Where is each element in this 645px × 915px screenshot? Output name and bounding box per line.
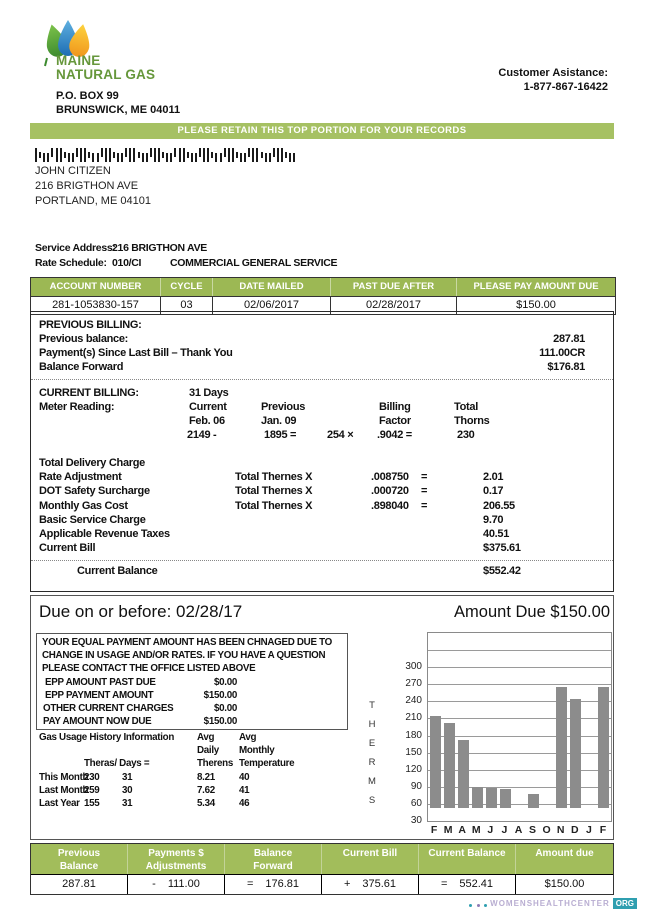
epp-row-label: EPP AMOUNT PAST DUE <box>45 677 156 688</box>
avg-daily-header1: Avg <box>197 732 215 743</box>
meter-current-value: 2149 - <box>187 429 217 441</box>
chart-bar <box>556 687 567 808</box>
usage-period: Last Year <box>39 798 80 809</box>
chart-ylabel-letter: S <box>368 795 376 806</box>
meter-previous-header: Previous <box>261 401 306 413</box>
chart-gridline <box>428 701 611 702</box>
past-due-value: 02/28/2017 <box>331 297 457 314</box>
chart-plot <box>427 632 612 822</box>
company-city: BRUNSWICK, ME 04011 <box>56 104 181 116</box>
theras-days-header: Theras/ Days = <box>84 758 150 769</box>
charge-label: Current Bill <box>39 542 96 554</box>
usage-history-table <box>36 731 346 831</box>
chart-bar <box>458 740 469 808</box>
usage-theras: 259 <box>84 785 100 796</box>
rate-class: COMMERCIAL GENERAL SERVICE <box>170 257 338 269</box>
total-thorns-value: 230 <box>457 429 475 441</box>
payments-amount: 111.00CR <box>539 347 585 359</box>
chart-gridline <box>428 684 611 685</box>
previous-billing-title: PREVIOUS BILLING: <box>39 319 142 331</box>
chart-bar <box>472 787 483 809</box>
charge-label: DOT Safety Surcharge <box>39 485 150 497</box>
charge-unit: Total Thernes X <box>235 471 313 483</box>
chart-ytick: 270 <box>405 678 422 690</box>
chart-ylabel-letter: M <box>368 776 376 787</box>
meter-current-date: Feb. 06 <box>189 415 225 427</box>
date-mailed-header: DATE MAILED <box>213 278 331 296</box>
usage-period: This Month <box>39 772 89 783</box>
epp-message-line2: CHANGE IN USAGE AND/OR RATES. IF YOU HAVE A QUESTION <box>42 650 326 661</box>
chart-xtick: F <box>599 824 607 836</box>
meter-reading-label: Meter Reading: <box>39 401 115 413</box>
charge-amount: $375.61 <box>483 542 521 554</box>
balance-forward-row <box>39 360 605 374</box>
usage-avg-daily: 8.21 <box>197 772 215 783</box>
usage-period: Last Month <box>39 785 89 796</box>
chart-ytick: 180 <box>405 729 422 741</box>
charge-amount: 0.17 <box>483 485 504 497</box>
usage-avg-daily: 5.34 <box>197 798 215 809</box>
chart-gridline <box>428 650 611 651</box>
chart-xlabels <box>427 824 612 838</box>
balance-forward-label: Balance Forward <box>39 361 124 373</box>
usage-days: 31 <box>122 798 133 809</box>
rate-schedule-label: Rate Schedule: <box>35 257 107 269</box>
charge-rate: .008750 <box>371 471 409 483</box>
charge-unit: Total Thernes X <box>235 500 313 512</box>
postal-barcode <box>35 148 297 163</box>
chart-bar <box>500 789 511 809</box>
avg-monthly-header3: Temperature <box>239 758 295 769</box>
usage-title: Gas Usage History Information <box>39 732 175 743</box>
billing-factor-header2: Factor <box>379 415 411 427</box>
summary-value: 287.81 <box>31 875 128 894</box>
charge-amount: 2.01 <box>483 471 504 483</box>
epp-message-line1: YOUR EQUAL PAYMENT AMOUNT HAS BEEN CHNAGED DUE TO <box>42 637 332 648</box>
chart-ytick: 90 <box>410 780 422 792</box>
past-due-header: PAST DUE AFTER <box>331 278 457 296</box>
customer-assistance-label: Customer Asistance: <box>498 67 608 79</box>
charge-row-0 <box>39 456 605 470</box>
usage-avg-temp: 46 <box>239 798 250 809</box>
epp-row <box>42 702 345 715</box>
avg-daily-header2: Daily <box>197 745 219 756</box>
chart-ytick: 150 <box>405 746 422 758</box>
summary-header: Current Balance <box>419 844 516 874</box>
chart-bar <box>528 794 539 809</box>
usage-theras: 155 <box>84 798 100 809</box>
previous-balance-label: Previous balance: <box>39 333 129 345</box>
payments-label: Payment(s) Since Last Bill – Thank You <box>39 347 233 359</box>
avg-monthly-header1: Avg <box>239 732 257 743</box>
pay-amount-header: PLEASE PAY AMOUNT DUE <box>473 281 599 292</box>
summary-value: = 552.41 <box>419 875 516 894</box>
epp-row <box>42 715 345 728</box>
epp-row <box>42 689 345 702</box>
chart-gridline <box>428 804 611 805</box>
separator-line <box>31 560 613 561</box>
usage-days: 30 <box>122 785 133 796</box>
chart-bar <box>444 723 455 808</box>
chart-xtick: S <box>529 824 537 836</box>
epp-message-line3: PLEASE CONTACT THE OFFICE LISTED ABOVE <box>42 663 256 674</box>
service-address-label: Service Address: <box>35 242 116 254</box>
usage-days: 31 <box>122 772 133 783</box>
chart-xtick: A <box>458 824 466 836</box>
charge-equals: = <box>421 471 428 483</box>
chart-xtick: D <box>571 824 579 836</box>
chart-gridline <box>428 753 611 754</box>
epp-info-box <box>36 633 348 730</box>
chart-ytick: 240 <box>405 695 422 707</box>
chart-bar <box>570 699 581 809</box>
chart-gridline <box>428 718 611 719</box>
epp-row-label: PAY AMOUNT NOW DUE <box>43 716 152 727</box>
chart-ytick: 210 <box>405 712 422 724</box>
charge-amount: 40.51 <box>483 528 510 540</box>
chart-xtick: J <box>487 824 494 836</box>
due-date-heading: Due on or before: 02/28/17 <box>39 602 243 621</box>
brand-name <box>56 54 155 82</box>
chart-xtick: F <box>430 824 438 836</box>
account-number-header: ACCOUNT NUMBER <box>31 278 161 296</box>
epp-row-amount: $0.00 <box>213 703 237 714</box>
current-balance-label: Current Balance <box>77 565 158 577</box>
charge-rate: .000720 <box>371 485 409 497</box>
charge-amount: 206.55 <box>483 500 515 512</box>
epp-row-amount: $0.00 <box>213 677 237 688</box>
retain-portion-banner: PLEASE RETAIN THIS TOP PORTION FOR YOUR RECORDS <box>30 123 614 139</box>
epp-row <box>42 676 345 689</box>
usage-avg-temp: 41 <box>239 785 250 796</box>
service-info <box>35 241 595 271</box>
rate-schedule-value: 010/CI <box>112 257 142 269</box>
billing-factor-header1: Billing <box>379 401 411 413</box>
epp-row-label: OTHER CURRENT CHARGES <box>43 703 174 714</box>
cycle-header: CYCLE <box>161 278 213 296</box>
charge-row-2 <box>39 484 605 498</box>
customer-assistance-phone: 1-877-867-16422 <box>523 81 608 93</box>
charge-label: Applicable Revenue Taxes <box>39 528 170 540</box>
billing-detail-box <box>30 311 614 592</box>
summary-value: - 111.00 <box>128 875 225 894</box>
company-po-box: P.O. BOX 99 <box>56 90 119 102</box>
brand-line1: MAINE <box>56 53 101 68</box>
billing-factor-value: .9042 = <box>377 429 412 441</box>
summary-header: Balance Forward <box>225 844 322 874</box>
charge-equals: = <box>421 500 428 512</box>
charge-label: Basic Service Charge <box>39 514 146 526</box>
epp-row-amount: $150.00 <box>203 716 237 727</box>
charge-label: Rate Adjustment <box>39 471 122 483</box>
watermark <box>469 894 637 912</box>
charge-row-6 <box>39 541 605 555</box>
charge-amount: 9.70 <box>483 514 504 526</box>
meter-previous-value: 1895 = <box>264 429 297 441</box>
meter-header-row1 <box>39 400 605 414</box>
account-number-value: 281-1053830-157 <box>31 297 161 314</box>
chart-xtick: M <box>443 824 453 836</box>
date-mailed-value: 02/06/2017 <box>213 297 331 314</box>
account-table-header <box>31 278 615 296</box>
summary-value: + 375.61 <box>322 875 419 894</box>
summary-header: Amount due <box>535 848 594 859</box>
epp-row-label: EPP PAYMENT AMOUNT <box>45 690 154 701</box>
watermark-text: WOMENSHEALTHCENTER <box>490 898 610 908</box>
chart-bar <box>430 716 441 809</box>
billing-days: 31 Days <box>189 387 229 399</box>
epp-row-amount: $150.00 <box>203 690 237 701</box>
chart-xtick: O <box>542 824 551 836</box>
chart-xtick: J <box>501 824 508 836</box>
avg-daily-header3: Therens <box>197 758 234 769</box>
usage-difference-value: 254 × <box>327 429 354 441</box>
service-address-value: 216 BRIGTHON AVE <box>112 242 207 254</box>
summary-header: Current Bill <box>322 844 419 874</box>
meter-current-header: Current <box>189 401 227 413</box>
recipient-city: PORTLAND, ME 04101 <box>35 195 151 207</box>
summary-header: Previous Balance <box>31 844 128 874</box>
summary-value: $150.00 <box>544 878 585 890</box>
summary-value: = 176.81 <box>225 875 322 894</box>
chart-ylabel-letter: R <box>368 757 376 768</box>
charge-row-5 <box>39 527 605 541</box>
chart-ytick: 120 <box>405 763 422 775</box>
recipient-name: JOHN CITIZEN <box>35 165 111 177</box>
account-table <box>30 277 616 315</box>
total-header2: Thorns <box>454 415 490 427</box>
charge-label: Monthly Gas Cost <box>39 500 128 512</box>
chart-yticks <box>360 632 422 826</box>
chart-xtick: A <box>514 824 523 836</box>
charge-row-1 <box>39 470 605 484</box>
brand-line2: NATURAL GAS <box>56 67 156 82</box>
watermark-dots-icon <box>469 894 487 912</box>
current-billing-title-row <box>39 386 605 400</box>
usage-avg-daily: 7.62 <box>197 785 215 796</box>
chart-xtick: N <box>556 824 565 836</box>
current-balance-row <box>39 564 605 578</box>
chart-gridline <box>428 667 611 668</box>
charge-row-4 <box>39 513 605 527</box>
summary-table <box>30 843 614 895</box>
chart-ylabel-letter: E <box>368 738 376 749</box>
previous-balance-amount: 287.81 <box>553 333 585 345</box>
amount-due-heading: Amount Due $150.00 <box>454 603 610 621</box>
meter-values-row <box>39 428 605 442</box>
chart-xtick: M <box>471 824 481 836</box>
chart-xtick: J <box>585 824 592 836</box>
cycle-value: 03 <box>161 297 213 314</box>
pay-amount-value: $150.00 <box>516 299 556 311</box>
recipient-address <box>35 164 151 209</box>
current-balance-amount: $552.42 <box>483 565 521 577</box>
meter-previous-date: Jan. 09 <box>261 415 297 427</box>
charge-row-3 <box>39 499 605 513</box>
summary-value-row <box>31 874 613 894</box>
chart-bar <box>598 687 609 809</box>
total-header1: Total <box>454 401 478 413</box>
chart-gridline <box>428 770 611 771</box>
recipient-street: 216 BRIGTHON AVE <box>35 180 139 192</box>
watermark-org-badge: ORG <box>613 898 637 909</box>
meter-header-row2 <box>39 414 605 428</box>
charge-equals: = <box>421 485 428 497</box>
chart-ytick: 60 <box>410 797 422 809</box>
current-billing-title: CURRENT BILLING: <box>39 387 139 399</box>
chart-gridline <box>428 787 611 788</box>
balance-forward-amount: $176.81 <box>547 361 585 373</box>
separator-line <box>31 379 613 380</box>
chart-gridline <box>428 736 611 737</box>
charge-rate: .898040 <box>371 500 409 512</box>
charge-label: Total Delivery Charge <box>39 457 145 469</box>
chart-ylabel-letter: T <box>369 700 375 711</box>
summary-header-row <box>31 844 613 874</box>
chart-ylabel-letter: H <box>368 719 376 730</box>
payments-row <box>39 346 605 360</box>
customer-assistance <box>498 66 608 94</box>
charge-unit: Total Thernes X <box>235 485 313 497</box>
usage-avg-temp: 40 <box>239 772 250 783</box>
chart-ytick: 30 <box>410 815 422 826</box>
chart-ytick: 300 <box>405 661 422 673</box>
chart-bar <box>486 788 497 809</box>
previous-balance-row <box>39 332 605 346</box>
summary-header: Payments $ Adjustments <box>128 844 225 874</box>
usage-chart <box>360 632 614 842</box>
usage-theras: 230 <box>84 772 100 783</box>
avg-monthly-header2: Monthly <box>239 745 275 756</box>
